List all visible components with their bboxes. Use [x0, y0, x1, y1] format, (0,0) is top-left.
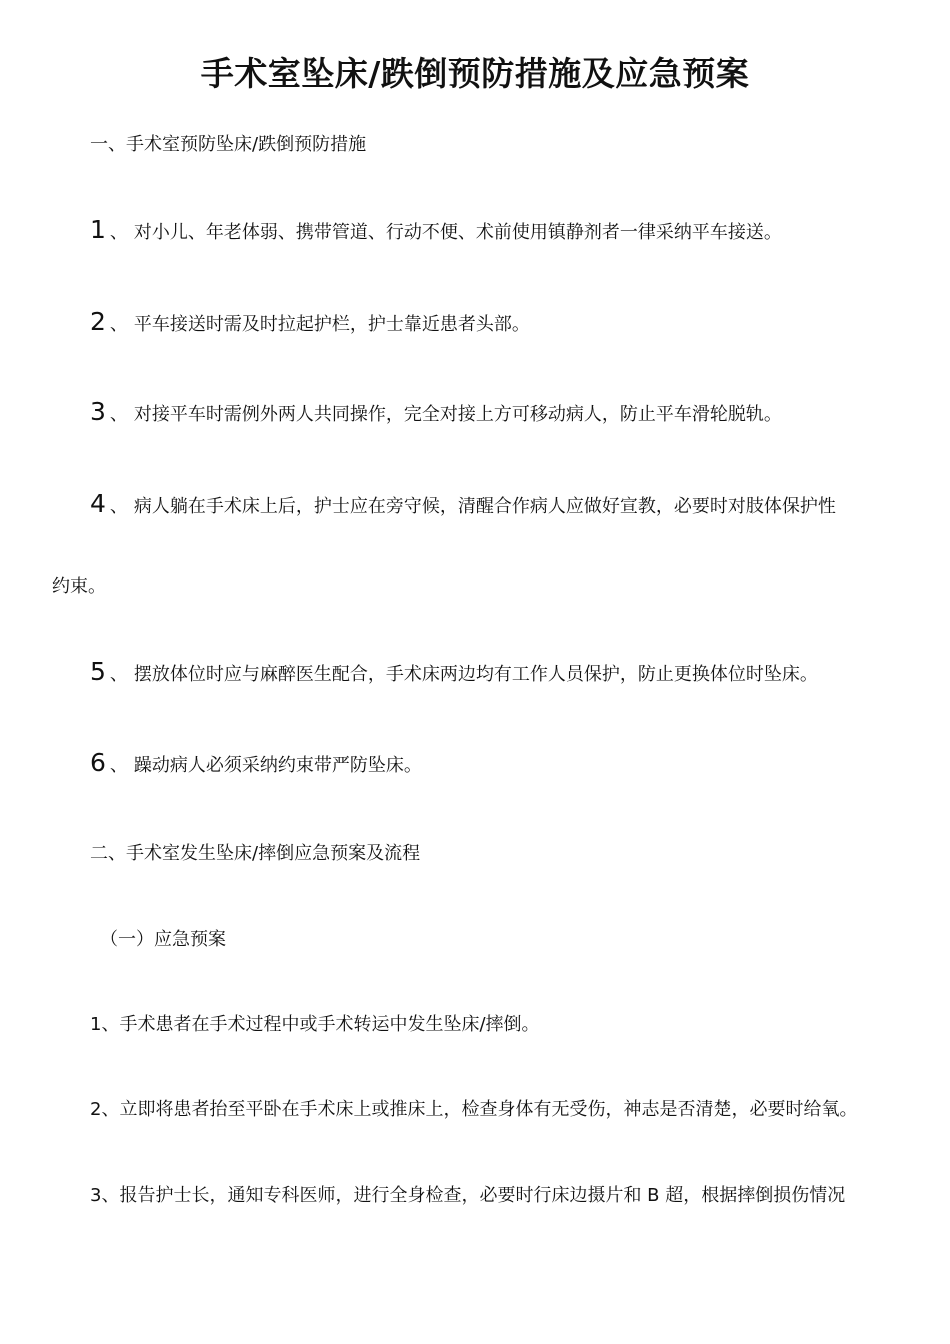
measure-text: 躁动病人必须采纳约束带严防坠床。	[133, 755, 422, 776]
measure-text: 病人躺在手术床上后，护士应在旁守候，清醒合作病人应做好宣教，必要时对肢体保护性	[133, 496, 836, 517]
measure-number: 6	[90, 748, 106, 777]
plan-item-1: 1、手术患者在手术过程中或手术转运中发生坠床/摔倒。	[90, 1014, 540, 1035]
plan-item-3: 3、报告护士长，通知专科医师，进行全身检查，必要时行床边摄片和 B 超，根据摔倒损伤情况	[90, 1185, 846, 1206]
plan-item-2: 2、立即将患者抬至平卧在手术床上或推床上，检查身体有无受伤，神志是否清楚，必要时给氧。	[90, 1099, 858, 1120]
subsection-heading-plan: （一）应急预案	[100, 929, 226, 950]
measure-separator: 、	[109, 404, 128, 425]
measure-number: 3	[90, 397, 106, 426]
measure-separator: 、	[109, 664, 128, 685]
measure-text: 对接平车时需例外两人共同操作，完全对接上方可移动病人，防止平车滑轮脱轨。	[133, 404, 782, 425]
document-title: 手术室坠床/跌倒预防措施及应急预案	[200, 54, 750, 93]
measure-text: 摆放体位时应与麻醉医生配合，手术床两边均有工作人员保护，防止更换体位时坠床。	[133, 664, 818, 685]
measure-number: 4	[90, 489, 106, 518]
section-heading-emergency: 二、手术室发生坠床/摔倒应急预案及流程	[90, 843, 421, 864]
measure-item-6	[90, 750, 422, 779]
measure-number: 1	[90, 215, 106, 244]
measure-separator: 、	[109, 314, 128, 335]
measure-item-4	[90, 491, 836, 520]
measure-item-1	[90, 217, 782, 246]
measure-item-4-continuation: 约束。	[52, 576, 106, 597]
section-heading-prevention: 一、手术室预防坠床/跌倒预防措施	[90, 134, 367, 155]
measure-item-3	[90, 399, 782, 428]
measure-number: 2	[90, 307, 106, 336]
measure-text: 对小儿、年老体弱、携带管道、行动不便、术前使用镇静剂者一律采纳平车接送。	[133, 222, 782, 243]
measure-separator: 、	[109, 222, 128, 243]
measure-number: 5	[90, 657, 106, 686]
measure-separator: 、	[109, 496, 128, 517]
measure-item-2	[90, 309, 530, 338]
measure-item-5	[90, 659, 818, 688]
measure-separator: 、	[109, 755, 128, 776]
measure-text: 平车接送时需及时拉起护栏，护士靠近患者头部。	[133, 314, 530, 335]
